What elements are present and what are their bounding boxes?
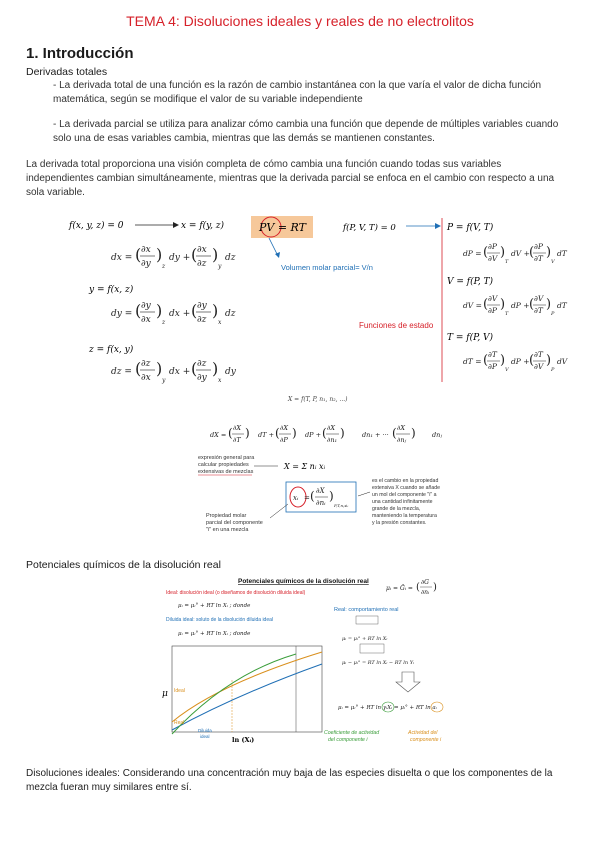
eq-sum: X = Σ nᵢ xᵢ (284, 462, 326, 471)
svg-text:): ) (156, 245, 163, 264)
svg-text:dy =: dy = (111, 309, 133, 319)
svg-text:V: V (505, 367, 509, 373)
svg-text:∂nᵢ: ∂nᵢ (316, 499, 326, 507)
svg-text:(: ( (392, 426, 397, 440)
svg-text:P: P (551, 311, 555, 317)
legend-ideal: Ideal (174, 688, 185, 694)
section-heading-introduccion: 1. Introducción (26, 45, 134, 62)
svg-text:): ) (245, 426, 250, 440)
closing-line2: mezcla fueran muy similares entre sí. (26, 782, 192, 793)
svg-text:dz =: dz = (111, 367, 132, 377)
svg-text:y: y (162, 377, 166, 384)
eq-pv-rt: PV = RT (259, 221, 306, 234)
svg-text:(: ( (483, 245, 489, 260)
activity-coef-1: Coeficiente de actividad (324, 730, 380, 736)
svg-text:(: ( (529, 297, 535, 312)
svg-text:): ) (340, 426, 345, 440)
eq-y-func: y = f(x, z) (89, 285, 134, 295)
paragraph-line3: sola variable. (26, 187, 85, 198)
svg-text:dz: dz (225, 253, 236, 263)
svg-text:∂y: ∂y (197, 373, 207, 383)
svg-text:∂x: ∂x (141, 245, 151, 255)
svg-text:x: x (218, 377, 222, 384)
figure-propiedad-molar-parcial (192, 392, 458, 538)
eq-x-f: X = f(T, P, n₁, n₂, ...) (288, 396, 348, 403)
svg-text:dV =: dV = (463, 301, 482, 310)
svg-text:(: ( (416, 582, 420, 593)
svg-text:z: z (162, 319, 166, 326)
svg-text:dy +: dy + (169, 253, 191, 263)
svg-text:): ) (411, 426, 416, 440)
fig3-x-axis: ln (Xᵢ) (232, 736, 255, 744)
svg-text:(: ( (529, 245, 535, 260)
fig3-y-axis: μ (162, 689, 168, 699)
svg-text:∂P: ∂P (488, 242, 497, 251)
svg-text:(: ( (483, 297, 489, 312)
figure-derivadas-svg (63, 212, 571, 392)
svg-text:∂X: ∂X (327, 424, 335, 432)
note-general-1: expresión general para (198, 455, 255, 461)
svg-text:∂y: ∂y (197, 301, 207, 311)
svg-text:∂z: ∂z (197, 315, 207, 325)
svg-text:dT: dT (557, 301, 567, 310)
svg-text:dT: dT (557, 249, 567, 258)
svg-text:(: ( (191, 301, 198, 320)
fig3-ideal-label: Ideal: disolución ideal (o diseñamos de disolución diluida ideal) (166, 590, 306, 596)
svg-text:∂X: ∂X (280, 424, 288, 432)
fig3-real-label: Real: comportamiento real (334, 607, 399, 613)
note-change-5: grande de la mezcla, (372, 506, 421, 512)
svg-text:(: ( (191, 245, 198, 264)
svg-text:dx +: dx + (169, 309, 191, 319)
fig3-diluted-eq: μᵢ = μᵢ° + RT ln Xᵢ ; donde (178, 631, 251, 637)
bullet-derivada-parcial-line2: solo una de esas variables cambia, mientras que las demás se mantienen constantes. (53, 133, 435, 144)
svg-text:∂z: ∂z (141, 359, 151, 369)
svg-text:dP +: dP + (511, 301, 530, 310)
svg-text:(: ( (322, 426, 327, 440)
svg-text:∂T: ∂T (534, 254, 543, 263)
svg-text:dP +: dP + (511, 357, 530, 366)
section-heading-potenciales: Potenciales químicos de la disolución real (26, 559, 221, 571)
figure-molar-svg (192, 392, 458, 538)
svg-text:dT +: dT + (258, 431, 275, 439)
svg-text:xᵢ: xᵢ (293, 494, 299, 502)
note-general-2: calcular propiedades (198, 462, 249, 468)
svg-text:x: x (218, 319, 222, 326)
svg-text:V: V (551, 259, 555, 265)
svg-text:): ) (500, 353, 506, 368)
svg-text:dy: dy (225, 367, 236, 377)
legend-diluted-2: ideal (200, 734, 210, 739)
svg-text:∂X: ∂X (316, 487, 325, 495)
svg-text:): ) (546, 297, 552, 312)
svg-text:(: ( (191, 359, 198, 378)
svg-text:∂P: ∂P (280, 436, 288, 444)
svg-text:): ) (500, 297, 506, 312)
svg-text:∂nⱼ: ∂nⱼ (397, 436, 407, 444)
svg-text:z: z (162, 263, 166, 270)
svg-text:(: ( (483, 353, 489, 368)
svg-text:(: ( (135, 359, 142, 378)
label-funciones-estado: Funciones de estado (359, 321, 434, 330)
svg-text:(: ( (275, 426, 280, 440)
svg-text:∂nᵢ: ∂nᵢ (421, 589, 430, 596)
svg-text:∂P: ∂P (488, 362, 497, 371)
fig3-final-eq: μᵢ = μᵢ° + RT ln γᵢXᵢ = μᵢ° + RT ln aᵢ (338, 705, 437, 711)
note-change-6: manteniendo la temperatura (372, 513, 437, 519)
svg-text:dx +: dx + (169, 367, 191, 377)
svg-text:∂z: ∂z (197, 359, 207, 369)
svg-text:μᵢ = Ḡᵢ =: μᵢ = Ḡᵢ = (386, 585, 413, 592)
svg-text:T: T (505, 311, 509, 317)
svg-text:P: P (551, 367, 555, 373)
note-molar-2: parcial del componente (206, 520, 263, 526)
activity-1: Actividad del (408, 730, 438, 736)
page-title: TEMA 4: Disoluciones ideales y reales de no electrolitos (126, 13, 474, 29)
svg-text:dnⱼ: dnⱼ (432, 431, 443, 439)
svg-text:(: ( (529, 353, 535, 368)
note-change-2: extensiva X cuando se añade (372, 485, 441, 491)
real-eq-a: μᵢ = μᵢ° + RT ln Xᵢ (342, 636, 388, 642)
svg-text:dV: dV (557, 357, 568, 366)
bullet-derivada-total-line1: - La derivada total de una función es la razón de cambio instantánea con la que varía el valor de dicha función (53, 80, 542, 91)
note-change-3: un mol del componente "i" a (372, 492, 437, 498)
bullet-derivada-total-line2: matemática, según se modifique el valor de su variable independiente (53, 94, 363, 105)
figure-potenciales-quimicos (158, 574, 455, 752)
svg-text:): ) (156, 359, 163, 378)
svg-text:∂T: ∂T (488, 350, 497, 359)
svg-text:): ) (329, 489, 334, 503)
svg-text:∂V: ∂V (488, 254, 498, 263)
svg-text:): ) (212, 245, 219, 264)
legend-real: Real (174, 720, 185, 726)
svg-text:y: y (218, 263, 222, 270)
svg-text:dx =: dx = (111, 253, 133, 263)
svg-text:∂P: ∂P (488, 306, 497, 315)
svg-text:dP =: dP = (463, 249, 482, 258)
svg-text:∂V: ∂V (488, 294, 498, 303)
closing-line1: Disoluciones ideales: Considerando una concentración muy baja de las especies disuelta o que los componentes de la (26, 768, 553, 779)
note-change-4: una cantidad infinitamente (372, 499, 433, 505)
svg-text:=: = (304, 494, 310, 502)
eq-v-func: V = f(P, T) (447, 277, 494, 287)
svg-text:dn₁ + ···: dn₁ + ··· (362, 431, 389, 439)
svg-text:): ) (546, 353, 552, 368)
figure-derivadas-estado (63, 212, 571, 392)
note-molar-3: "i" en una mezcla (206, 527, 249, 533)
svg-text:∂G: ∂G (421, 579, 429, 586)
eq-z-func: z = f(x, y) (89, 345, 134, 355)
svg-text:∂y: ∂y (141, 301, 151, 311)
svg-text:): ) (212, 359, 219, 378)
paragraph-line1: La derivada total proporciona una visión completa de cómo cambia una función cuando todas sus variables (26, 159, 502, 170)
svg-text:P,T,nⱼ≠ᵢ: P,T,nⱼ≠ᵢ (334, 503, 349, 508)
svg-text:): ) (292, 426, 297, 440)
eq-f-pvt: f(P, V, T) = 0 (343, 223, 396, 233)
paragraph-line2: independientes cambian simultáneamente, mientras que la derivada parcial se enfoca en el cambio con respecto a una (26, 173, 555, 184)
eq-x-func: x = f(y, z) (181, 221, 225, 231)
eq-t-func: T = f(P, V) (447, 333, 494, 343)
note-volumen-molar: Volumen molar parcial= V/n (281, 263, 373, 272)
activity-coef-2: del componente i (328, 737, 368, 743)
bullet-derivada-parcial-line1: - La derivada parcial se utiliza para analizar cómo cambia una función que depende de múltiples variables cuando (53, 119, 559, 130)
svg-text:): ) (433, 582, 437, 593)
fig3-header: Potenciales químicos de la disolución real (238, 578, 369, 585)
svg-text:∂z: ∂z (197, 259, 207, 269)
fig3-diluted-label: Diluida ideal: soluto de la disolución diluida ideal (166, 617, 274, 623)
svg-text:dT =: dT = (463, 357, 482, 366)
note-change-1: es el cambio en la propiedad (372, 478, 439, 484)
svg-text:∂X: ∂X (397, 424, 405, 432)
svg-text:∂x: ∂x (141, 315, 151, 325)
svg-text:∂x: ∂x (197, 245, 207, 255)
note-molar-1: Propiedad molar (206, 513, 247, 519)
svg-text:T: T (505, 259, 509, 265)
svg-text:∂n₁: ∂n₁ (327, 436, 338, 444)
eq-f-xyz: f(x, y, z) = 0 (69, 221, 124, 231)
figure-potenciales-svg (158, 574, 455, 752)
svg-text:dV +: dV + (511, 249, 530, 258)
note-general-3: extensivas de mezclas (198, 469, 254, 475)
svg-text:∂V: ∂V (534, 294, 544, 303)
svg-text:): ) (546, 245, 552, 260)
svg-text:∂x: ∂x (141, 373, 151, 383)
svg-text:∂T: ∂T (534, 306, 543, 315)
svg-text:dX =: dX = (210, 431, 227, 439)
svg-text:∂T: ∂T (534, 350, 543, 359)
svg-text:∂y: ∂y (141, 259, 151, 269)
svg-text:∂P: ∂P (534, 242, 543, 251)
note-change-7: y la presión constantes. (372, 520, 427, 526)
activity-2: componente i (410, 737, 442, 743)
eq-p-func: P = f(V, T) (447, 223, 494, 233)
fig3-ideal-eq: μᵢ = μᵢ° + RT ln Xᵢ ; donde (178, 603, 251, 609)
svg-text:): ) (156, 301, 163, 320)
svg-text:(: ( (228, 426, 233, 440)
svg-text:dz: dz (225, 309, 236, 319)
svg-text:): ) (212, 301, 219, 320)
svg-text:(: ( (135, 301, 142, 320)
svg-text:(: ( (310, 489, 315, 503)
svg-text:): ) (500, 245, 506, 260)
svg-text:∂X: ∂X (233, 424, 241, 432)
svg-text:(: ( (135, 245, 142, 264)
subheading-derivadas-totales: Derivadas totales (26, 66, 108, 78)
svg-text:dP +: dP + (305, 431, 322, 439)
svg-text:∂V: ∂V (534, 362, 544, 371)
real-eq-b: μᵢ − μᵢ° = RT ln Xᵢ − RT ln Yᵢ (342, 660, 415, 666)
legend-diluted-1: Diluida (198, 728, 212, 733)
svg-text:∂T: ∂T (233, 436, 241, 444)
